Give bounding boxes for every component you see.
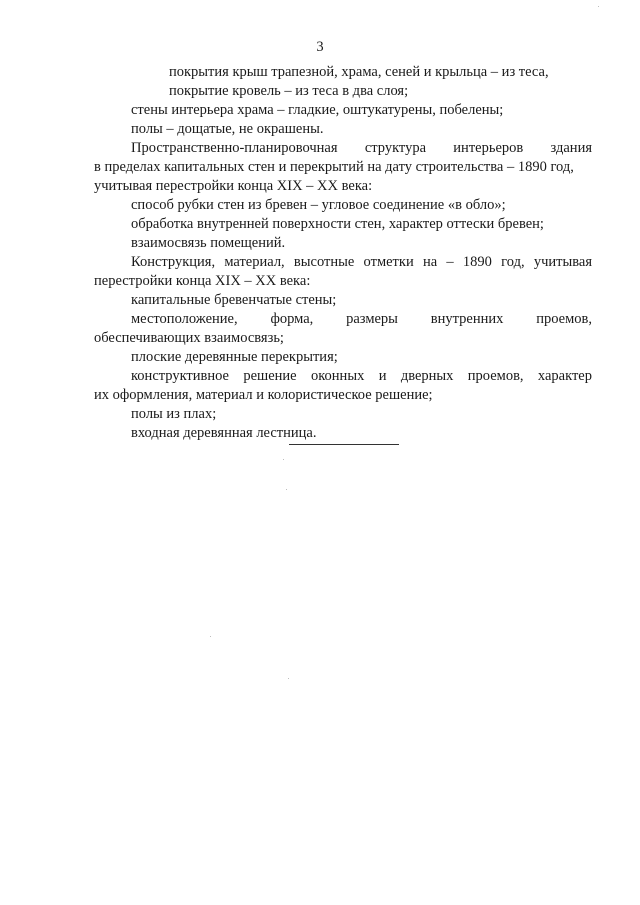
scan-speck: [288, 678, 289, 679]
text-line: обеспечивающих взаимосвязь;: [94, 330, 284, 346]
document-body: [94, 63, 592, 443]
text-line: в пределах капитальных стен и перекрытий на дату строительства – 1890 год,: [94, 159, 574, 175]
scan-speck: [283, 459, 284, 460]
text-line: способ рубки стен из бревен – угловое соединение «в обло»;: [131, 197, 506, 213]
text-line: перестройки конца XIX – XX века:: [94, 273, 311, 289]
text-line: полы из плах;: [131, 406, 217, 422]
scan-speck: [210, 636, 211, 637]
text-line: их оформления, материал и колористическое решение;: [94, 387, 433, 403]
page-number: 3: [316, 39, 324, 55]
text-line: Конструкция, материал, высотные отметки на – 1890 год, учитывая: [131, 254, 592, 270]
text-line: взаимосвязь помещений.: [131, 235, 286, 251]
text-line: учитывая перестройки конца XIX – XX века:: [94, 178, 373, 194]
text-line: капитальные бревенчатые стены;: [131, 292, 337, 308]
text-line: покрытие кровель – из теса в два слоя;: [169, 83, 409, 99]
text-line: конструктивное решение оконных и дверных проемов, характер: [131, 368, 592, 384]
text-line: Пространственно-планировочная структура интерьеров здания: [131, 140, 592, 156]
text-line: полы – дощатые, не окрашены.: [131, 121, 324, 137]
text-line: стены интерьера храма – гладкие, оштукатурены, побелены;: [131, 102, 504, 118]
end-separator-line: [289, 444, 399, 445]
scan-speck: [286, 489, 287, 490]
text-line: входная деревянная лестница.: [131, 425, 317, 441]
text-line: плоские деревянные перекрытия;: [131, 349, 338, 365]
text-line: покрытия крыш трапезной, храма, сеней и крыльца – из теса,: [169, 64, 549, 80]
text-line: местоположение, форма, размеры внутренних проемов,: [131, 311, 592, 327]
scan-speck: [598, 6, 599, 7]
text-line: обработка внутренней поверхности стен, характер оттески бревен;: [131, 216, 544, 232]
